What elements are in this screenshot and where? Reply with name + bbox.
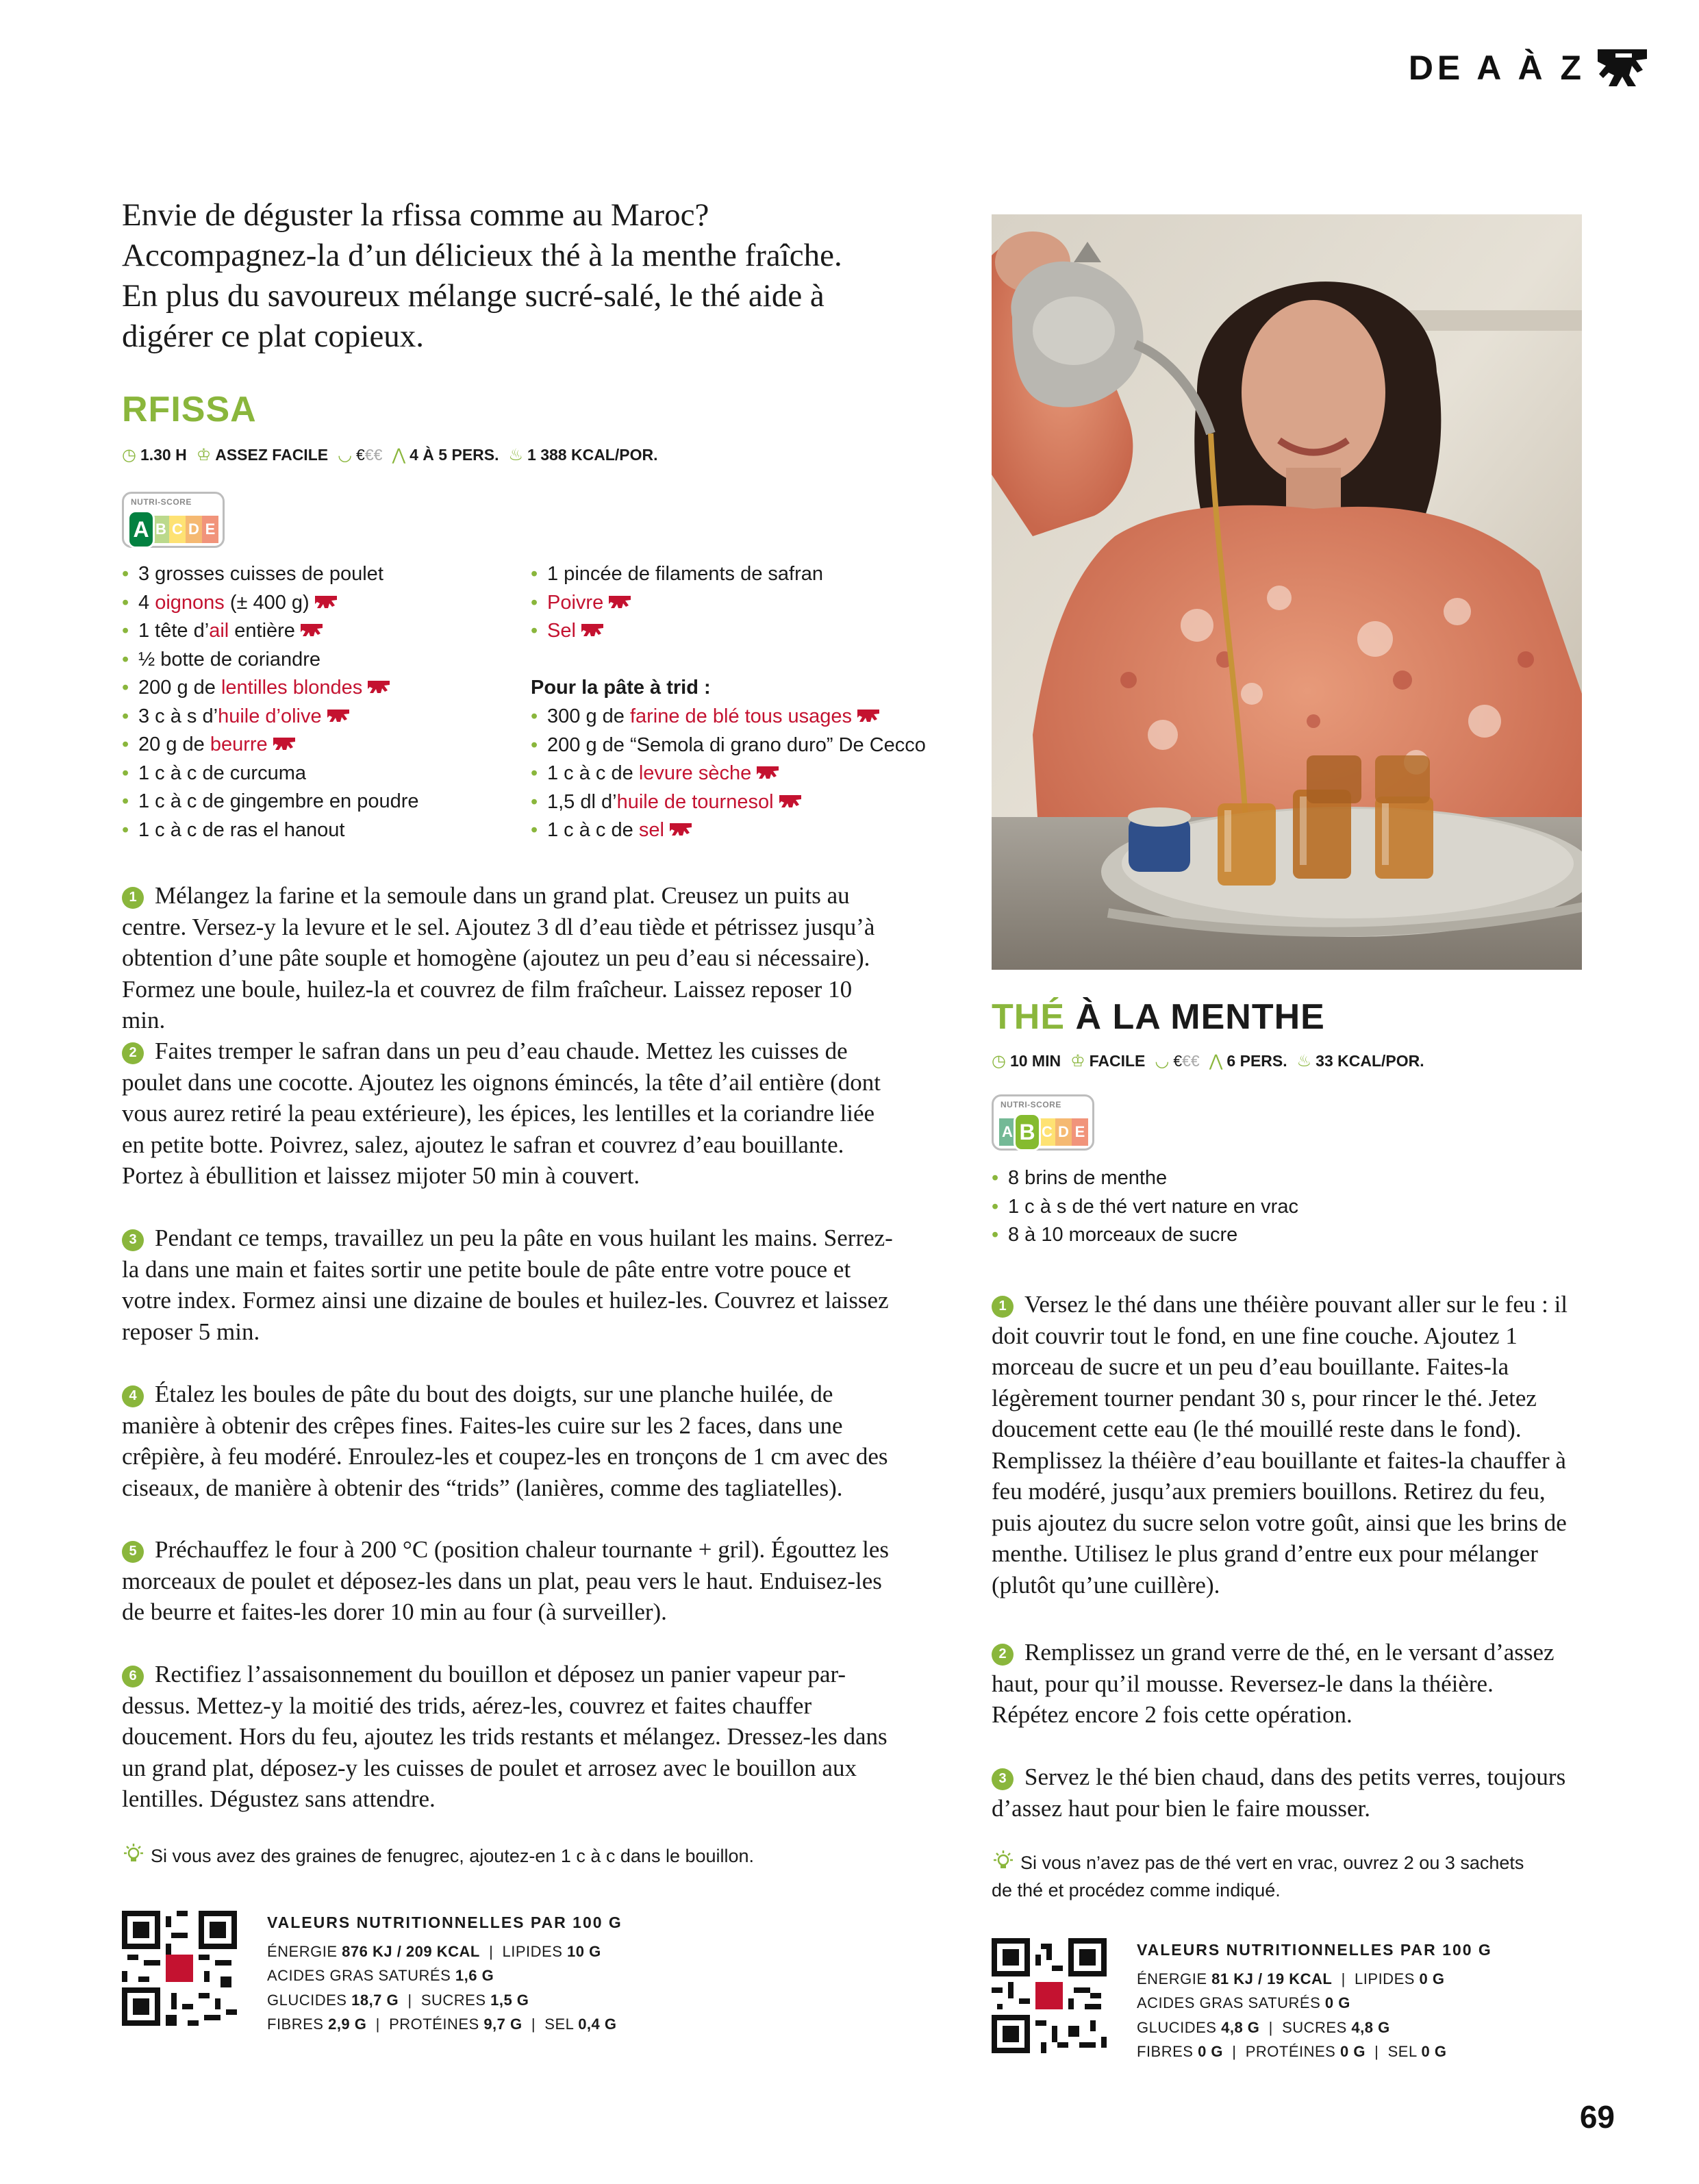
ingredient-item <box>122 788 419 816</box>
title-dark-part: À LA MENTHE <box>1075 997 1325 1037</box>
nutrition-line-3: GLUCIDES 4,8 G | SUCRES 4,8 G <box>1137 2018 1390 2036</box>
nutrition-facts-rfissa <box>267 1911 622 2037</box>
ingredient-item <box>122 760 419 788</box>
delhaize-lion-icon <box>326 707 351 724</box>
nutri-grade-c: C <box>1039 1118 1055 1146</box>
ingredient-item <box>531 731 926 760</box>
step-number: 4 <box>122 1385 144 1407</box>
nutri-grade-e: E <box>1072 1118 1088 1146</box>
delhaize-lion-icon <box>607 594 632 610</box>
delhaize-lion-icon <box>299 622 324 638</box>
nutrition-heading: VALEURS NUTRITIONNELLES PAR 100 G <box>267 1913 622 1931</box>
nutri-score-label: NUTRI-SCORE <box>131 497 192 507</box>
prep-time: 1.30 H <box>140 446 187 464</box>
ingredient-highlight: oignons <box>155 591 225 614</box>
difficulty: FACILE <box>1089 1052 1146 1070</box>
nutrition-line-1: ÉNERGIE 81 KJ / 19 KCAL | LIPIDES 0 G <box>1137 1970 1445 1987</box>
recipe-title-mint-tea <box>992 996 1325 1038</box>
ingredient-item <box>531 617 823 646</box>
nutri-grade-b: B <box>153 516 169 543</box>
ingredient-item <box>531 703 926 731</box>
page-number: 69 <box>1579 2099 1615 2135</box>
ingredient-item <box>122 674 419 703</box>
step-text: Remplissez un grand verre de thé, en le versant d’assez haut, pour qu’il mousse. Reversez-le dans la théière. Répétez encore 2 fois cette opération. <box>992 1639 1555 1728</box>
ingredient-text: 300 g de <box>547 705 630 727</box>
ingredient-text: 8 à 10 morceaux de sucre <box>1008 1224 1238 1246</box>
cost-inactive: €€ <box>364 446 383 464</box>
ingredient-text: 8 brins de menthe <box>1008 1167 1168 1189</box>
ingredient-highlight: lentilles blondes <box>221 677 363 699</box>
lightbulb-icon <box>992 1850 1015 1873</box>
ingredient-item <box>531 788 926 817</box>
step-text: Rectifiez l’assaisonnement du bouillon et déposez un panier vapeur par-dessus. Mettez-y la moitié des trids, aérez-les, couvrez et faites chauffer doucement. Hors du feu, ajoutez les trids restants et mélangez. Dressez-les dans un grand plat, déposez-y les cuisses de poulet et arrosez avec le bouillon aux lentilles. Dégustez sans attendre. <box>122 1661 888 1812</box>
ingredient-text: entière <box>229 620 295 642</box>
calories: 1 388 KCAL/POR. <box>527 446 658 464</box>
cost-inactive: €€ <box>1182 1052 1200 1070</box>
intro-paragraph: Envie de déguster la rfissa comme au Maroc? Accompagnez-la d’un délicieux thé à la menthe fraîche. En plus du savoureux mélange sucré-salé, le thé aide à digérer ce plat copieux. <box>122 197 842 354</box>
tip-text-line-1: Si vous n’avez pas de thé vert en vrac, ouvrez 2 ou 3 sachets <box>1020 1853 1524 1873</box>
ingredient-list-main <box>122 560 419 844</box>
ingredient-highlight: Poivre <box>547 591 604 614</box>
nutri-grade-d: D <box>1055 1118 1072 1146</box>
dough-subheading: Pour la pâte à trid : <box>531 677 711 699</box>
section-label: DE A À Z <box>1408 49 1585 87</box>
qr-code-icon[interactable] <box>122 1911 237 2026</box>
step-number: 1 <box>992 1296 1014 1318</box>
difficulty: ASSEZ FACILE <box>215 446 329 464</box>
recipe-title-rfissa: RFISSA <box>122 390 257 429</box>
ingredient-text: 1 c à s de thé vert nature en vrac <box>1008 1195 1298 1218</box>
step-number: 1 <box>122 887 144 909</box>
prep-time: 10 MIN <box>1009 1052 1061 1070</box>
nutrition-heading: VALEURS NUTRITIONNELLES PAR 100 G <box>1137 1941 1492 1959</box>
tea-step-1 <box>992 1289 1574 1601</box>
nutri-grade-a: A <box>127 510 155 549</box>
nutrition-line-2: ACIDES GRAS SATURÉS 1,6 G <box>267 1967 494 1984</box>
ingredient-text: 1 c à c de ras el hanout <box>138 818 345 841</box>
ingredient-item <box>122 617 419 646</box>
nutri-grade-a: A <box>999 1118 1016 1146</box>
tip-text-line-2: de thé et procédez comme indiqué. <box>992 1880 1281 1900</box>
nutri-grade-c: C <box>169 516 186 543</box>
mint-tea-photo <box>992 214 1582 970</box>
ingredient-item <box>122 816 419 845</box>
step-text: Versez le thé dans une théière pouvant aller sur le feu : il doit couvrir tout le fond, en une fine couche. Ajoutez 1 morceau de sucre et un peu d’eau bouillante. Faites-la légèrement tourner pendant 30 s, pour rincer le thé. Jetez doucement cette eau (le thé mouillé reste dans le fond). Remplissez la théière d’eau bouillante et faites-la chauffer à feu modéré, jusqu’aux premiers bouillons. Retirez du feu, puis ajoutez du sucre selon votre goût, ainsi que les brins de menthe. Utilisez le plus grand d’entre eux pour mélanger (plutôt qu’une cuillère). <box>992 1291 1568 1598</box>
step-5 <box>122 1534 896 1628</box>
pot-icon: ◡ <box>1155 1052 1170 1070</box>
step-number: 5 <box>122 1541 144 1563</box>
ingredient-item <box>992 1164 1298 1193</box>
step-text: Étalez les boules de pâte du bout des doigts, sur une planche huilée, de manière à obtenir des crêpes fines. Faites-les cuire sur les 2 faces, dans une crêpière, à feu modéré. Enroulez-les et coupez-les en tronçons de 1 cm avec des ciseaux, de manière à obtenir des “trids” (lanières, comme des tagliatelles). <box>122 1381 888 1501</box>
delhaize-lion-icon <box>755 764 780 781</box>
step-number: 3 <box>122 1229 144 1251</box>
ingredient-text: 200 g de <box>138 677 221 699</box>
clock-icon: ◷ <box>992 1052 1006 1070</box>
pot-icon: ◡ <box>338 446 353 464</box>
nutri-score-label: NUTRI-SCORE <box>1000 1100 1061 1109</box>
step-number: 3 <box>992 1768 1014 1790</box>
step-2 <box>122 1035 896 1192</box>
servings: 6 PERS. <box>1226 1052 1287 1070</box>
delhaize-lion-icon <box>272 736 297 752</box>
section-header <box>1409 45 1650 90</box>
ingredient-item <box>122 646 419 675</box>
step-number: 6 <box>122 1666 144 1687</box>
step-text: Faites tremper le safran dans un peu d’eau chaude. Mettez les cuisses de poulet dans une cocotte. Ajoutez les oignons émincés, la tête d’ail entière (dont vous aurez retiré la peau extérieure), les épices, les lentilles et la coriandre liée en petite botte. Poivrez, salez, ajoutez le safran et couvrez d’eau bouillante. Portez à ébullition et laissez mijoter 50 min à couvert. <box>122 1038 881 1189</box>
ingredient-item <box>122 589 419 618</box>
ingredient-list-mint-tea <box>992 1164 1298 1250</box>
ingredient-text: 3 c à s d’ <box>138 705 218 727</box>
ingredient-highlight: farine de blé tous usages <box>629 705 853 727</box>
step-1 <box>122 880 896 1036</box>
step-text: Mélangez la farine et la semoule dans un grand plat. Creusez un puits au centre. Versez-y la levure et le sel. Ajoutez 3 dl d’eau tiède et pétrissez jusqu’à obtention d’une pâte souple et homogène (ajoutez un peu d’eau si nécessaire). Formez une boule, huilez-la et couvrez de film fraîcheur. Laissez reposer 10 min. <box>122 882 875 1033</box>
tip-rfissa <box>122 1842 754 1870</box>
nutri-grade-b: B <box>1014 1113 1041 1151</box>
calories: 33 KCAL/POR. <box>1316 1052 1424 1070</box>
ingredient-text: 3 grosses cuisses de poulet <box>138 563 383 585</box>
ingredient-item <box>122 703 419 731</box>
ingredient-text: 1 c à c de curcuma <box>138 762 306 784</box>
lightbulb-icon <box>122 1843 145 1866</box>
ingredient-text: 200 g de “Semola di grano duro” De Cecco <box>547 733 926 756</box>
delhaize-lion-icon <box>668 821 693 838</box>
step-3 <box>122 1222 896 1347</box>
recipe-meta-rfissa <box>122 445 657 465</box>
ingredient-highlight: Sel <box>547 620 576 642</box>
delhaize-lion-icon <box>580 622 605 638</box>
delhaize-lion-icon <box>366 679 391 695</box>
ingredient-item <box>122 560 419 589</box>
ingredient-highlight: huile d’olive <box>218 705 322 727</box>
chef-hat-icon: ♔ <box>1070 1052 1085 1070</box>
ingredient-text: 1,5 dl d’ <box>547 790 617 813</box>
ingredient-item <box>122 731 419 760</box>
tea-step-3 <box>992 1761 1574 1824</box>
ingredient-item <box>992 1221 1298 1250</box>
cost-active: € <box>1173 1052 1183 1070</box>
step-text: Servez le thé bien chaud, dans des petits verres, toujours d’assez haut pour bien le faire mousser. <box>992 1763 1566 1822</box>
nutrition-line-2: ACIDES GRAS SATURÉS 0 G <box>1137 1994 1350 2011</box>
tip-text: Si vous avez des graines de fenugrec, ajoutez-en 1 c à c dans le bouillon. <box>151 1846 755 1866</box>
ingredient-text: ½ botte de coriandre <box>138 648 321 670</box>
step-text: Pendant ce temps, travaillez un peu la pâte en vous huilant les mains. Serrez-la dans une main et faites sortir une petite boule de pâte entre votre pouce et votre index. Formez ainsi une dizaine de boules et huilez-les. Couvrez et laissez reposer 5 min. <box>122 1225 893 1345</box>
ingredient-highlight: ail <box>209 620 229 642</box>
ingredient-highlight: levure sèche <box>638 762 752 784</box>
ingredient-text: 4 <box>138 591 155 614</box>
flame-icon: ♨ <box>508 446 524 464</box>
ingredient-item <box>531 560 823 589</box>
ingredient-list-seasoning <box>531 560 823 646</box>
flame-icon: ♨ <box>1296 1052 1312 1070</box>
ingredient-highlight: beurre <box>210 733 268 755</box>
nutri-grade-d: D <box>186 516 202 543</box>
clock-icon: ◷ <box>122 446 136 464</box>
nutrition-line-4: FIBRES 0 G | PROTÉINES 0 G | SEL 0 G <box>1137 2043 1447 2060</box>
tea-step-2 <box>992 1637 1574 1731</box>
ingredient-text: 1 c à c de <box>547 819 639 841</box>
chef-hat-icon: ♔ <box>196 446 212 464</box>
title-green-part: THÉ <box>992 997 1065 1037</box>
cost-active: € <box>356 446 365 464</box>
step-number: 2 <box>992 1644 1014 1666</box>
ingredient-highlight: sel <box>638 819 664 841</box>
ingredient-text: 1 c à c de <box>547 762 639 784</box>
qr-code-icon[interactable] <box>992 1938 1107 2053</box>
step-text: Préchauffez le four à 200 °C (position chaleur tournante + gril). Égouttez les morceaux de poulet et déposez-les dans un plat, peau vers le haut. Enduisez-les de beurre et faites-les dorer 10 min au four (à surveiller). <box>122 1536 890 1625</box>
recipe-meta-mint-tea <box>992 1051 1424 1071</box>
woman-pouring-tea-image <box>992 214 1582 970</box>
nutrition-line-4: FIBRES 2,9 G | PROTÉINES 9,7 G | SEL 0,4 G <box>267 2016 617 2033</box>
ingredient-item <box>531 760 926 788</box>
step-4 <box>122 1379 896 1503</box>
people-icon: ⋀ <box>392 446 406 464</box>
ingredient-item <box>531 816 926 845</box>
ingredient-text: (± 400 g) <box>224 591 310 614</box>
tip-mint-tea <box>992 1849 1524 1904</box>
ingredient-text: 20 g de <box>138 733 210 755</box>
ingredient-item <box>531 589 823 618</box>
ingredient-text: 1 c à c de gingembre en poudre <box>138 790 419 812</box>
step-6 <box>122 1659 896 1815</box>
nutri-score-badge <box>122 492 225 548</box>
nutrition-line-1: ÉNERGIE 876 KJ / 209 KCAL | LIPIDES 10 G <box>267 1942 601 1960</box>
delhaize-lion-logo-icon <box>1595 45 1650 90</box>
nutri-score-badge <box>992 1094 1094 1151</box>
ingredient-list-dough <box>531 703 926 845</box>
delhaize-lion-icon <box>856 707 881 724</box>
delhaize-lion-icon <box>778 793 803 809</box>
step-number: 2 <box>122 1042 144 1064</box>
ingredient-text: 1 pincée de filaments de safran <box>547 563 824 585</box>
ingredient-text: 1 tête d’ <box>138 620 210 642</box>
people-icon: ⋀ <box>1209 1052 1223 1070</box>
nutrition-line-3: GLUCIDES 18,7 G | SUCRES 1,5 G <box>267 1991 529 2009</box>
ingredient-highlight: huile de tournesol <box>616 790 774 813</box>
ingredient-item <box>992 1193 1298 1222</box>
nutrition-facts-mint-tea <box>1137 1938 1492 2064</box>
delhaize-lion-icon <box>314 594 338 610</box>
nutri-grade-e: E <box>202 516 218 543</box>
servings: 4 À 5 PERS. <box>410 446 499 464</box>
